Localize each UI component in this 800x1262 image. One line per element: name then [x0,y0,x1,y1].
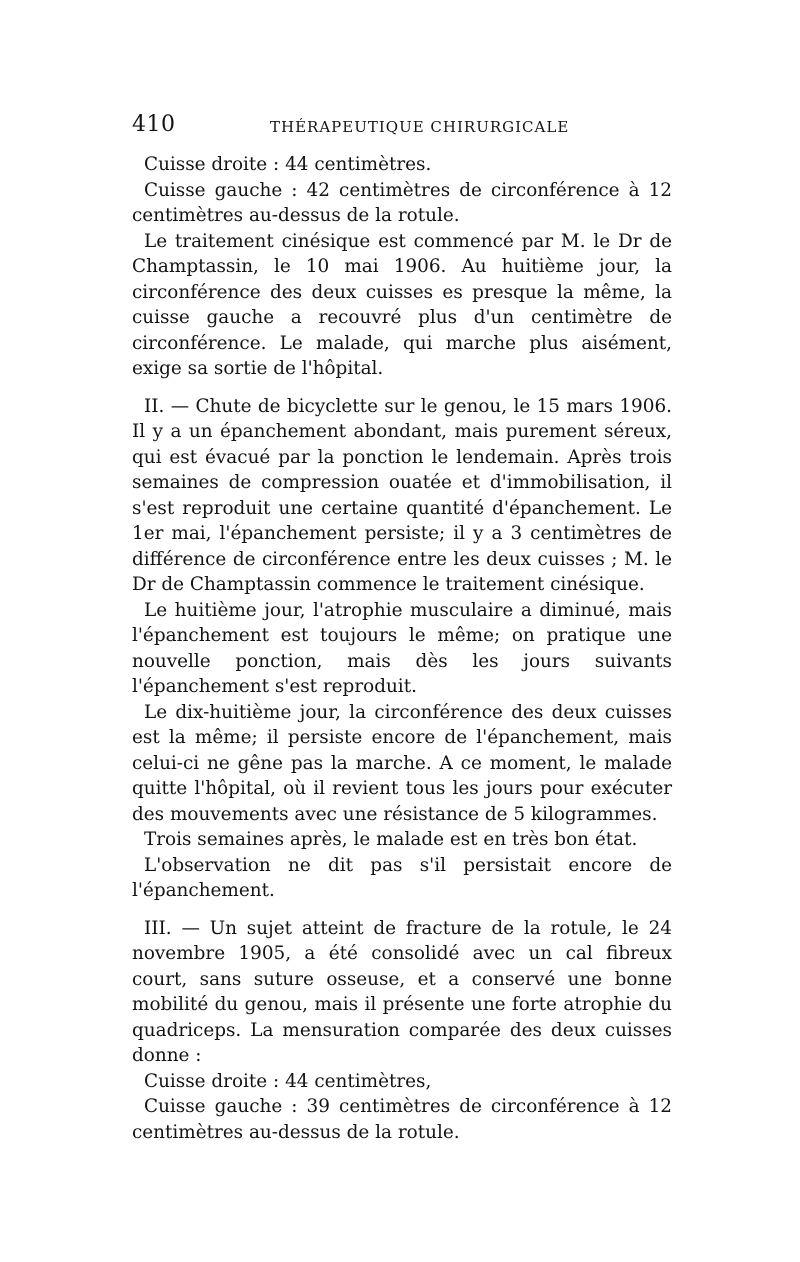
paragraph: Cuisse gauche : 42 centimètres de circonférence à 12 centimètres au-dessus de la rotule. [132,179,672,226]
paragraph: Cuisse droite : 44 centimètres, [144,1070,432,1092]
paragraph: Trois semaines après, le malade est en très bon état. [144,829,638,850]
paragraph: II. — Chute de bicyclette sur le genou, le 15 mars 1906. Il y a un épanchement abondant, mais purement séreux, qui est évacué par la ponction le lendemain. Après trois semaines de compression ouatée et d'immobilisation, il s'est reproduit une certaine quantité d'épanchement. Le 1er mai, l'épanchement persiste; il y a 3 centimètres de différence de circonférence entre les deux cuisses ; M. le Dr de Champtassin commence le traitement cinésique. [132,395,672,595]
page-header [132,112,672,142]
paragraph: III. — Un sujet atteint de fracture de la rotule, le 24 novembre 1905, a été consolidé avec un cal fibreux court, sans suture osseuse, et a conservé une bonne mobilité du genou, mais il présente une forte atrophie du quadriceps. La mensuration comparée des deux cuisses donne : [132,917,672,1066]
paragraph: Cuisse droite : 44 centimètres. [144,154,432,175]
body-text [132,152,672,1145]
paragraph: Le traitement cinésique est commencé par M. le Dr de Champtassin, le 10 mai 1906. Au huitième jour, la circonférence des deux cuisses es presque la même, la cuisse gauche a recouvré plus d'un centimètre de circonférence. Le malade, qui marche plus aisément, exige sa sortie de l'hôpital. [132,230,672,379]
paragraph: Le huitième jour, l'atrophie musculaire a diminué, mais l'épanchement est toujours le même; on pratique une nouvelle ponction, mais dès les jours suivants l'épanchement s'est reproduit. [132,599,672,697]
paragraph: Cuisse gauche : 39 centimètres de circonférence à 12 centimètres au-dessus de la rotule. [132,1096,672,1143]
paragraph: Le dix-huitième jour, la circonférence des deux cuisses est la même; il persiste encore de l'épanchement, mais celui-ci ne gêne pas la marche. A ce moment, le malade quitte l'hôpital, où il revient tous les jours pour exécuter des mouvements avec une résistance de 5 kilogrammes. [132,701,672,825]
paragraph: L'observation ne dit pas s'il persistait encore de l'épanchement. [132,854,672,901]
page-number: 410 [132,112,176,137]
running-title: THÉRAPEUTIQUE CHIRURGICALE [270,118,570,136]
